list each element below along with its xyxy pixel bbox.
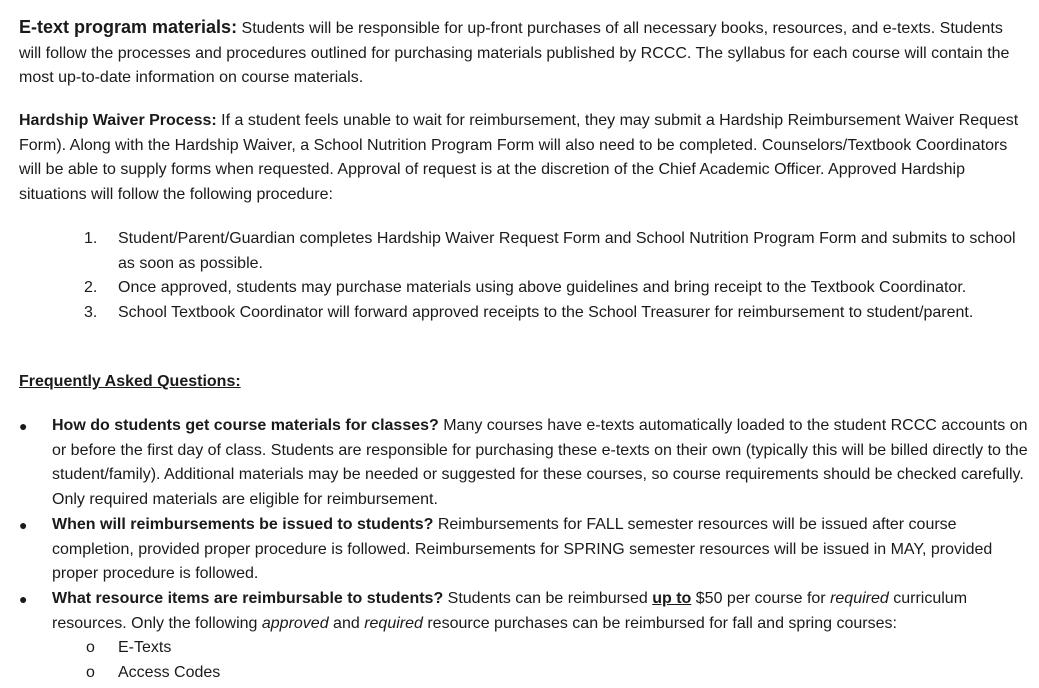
faq-answer-part: resource purchases can be reimbursed for fall and spring courses:	[422, 614, 897, 632]
hardship-paragraph	[19, 109, 1024, 208]
step-text: Once approved, students may purchase materials using above guidelines and bring receipt to the Textbook Coordinator.	[118, 279, 967, 297]
faq-answer-emphasis: up to	[652, 589, 692, 607]
step-number: 3.	[84, 304, 98, 322]
etext-paragraph	[19, 15, 1024, 91]
faq-answer: Many courses have e-texts automatically loaded to the student RCCC accounts on or before the first day of class. Students are responsible for purchasing these e-texts on their own (typically this will be billed directly to the student/family). Additional materials may be needed or suggested for these courses, so course requirements should be checked carefully. Only required materials are eligible for reimbursement.	[52, 417, 1028, 509]
faq-answer-emphasis: approved	[261, 614, 329, 632]
faq-answer-part: $50 per course for	[691, 589, 831, 607]
list-item	[0, 301, 1030, 326]
faq-question: How do students get course materials for classes?	[52, 417, 439, 434]
bullet-icon: ●	[19, 516, 28, 533]
faq-question: What resource items are reimbursable to students?	[52, 589, 444, 607]
reimbursable-item: Access Codes	[118, 664, 221, 682]
step-number: 2.	[84, 279, 98, 297]
step-number: 1.	[84, 230, 98, 247]
reimbursable-items-list	[52, 636, 1030, 685]
faq-answer-emphasis: required	[830, 589, 889, 607]
faq-answer-emphasis: required	[364, 614, 423, 632]
bullet-icon: ●	[19, 418, 28, 434]
list-item	[0, 636, 1030, 661]
list-item	[0, 661, 1030, 686]
faq-item	[0, 513, 1030, 587]
list-item	[0, 227, 1030, 276]
faq-answer: Reimbursements for FALL semester resources will be issued after course completion, provided proper procedure is followed. Reimbursements for SPRING semester resources will be issued in MAY, provided proper procedure is followed.	[52, 515, 993, 583]
faq-item	[0, 414, 1030, 513]
reimbursable-item: E-Texts	[118, 639, 172, 657]
faq-item	[0, 587, 1030, 686]
faq-list	[0, 414, 1030, 686]
step-text: Student/Parent/Guardian completes Hardship Waiver Request Form and School Nutrition Program Form and submits to school as soon as possible.	[118, 230, 1016, 272]
hardship-text: If a student feels unable to wait for reimbursement, they may submit a Hardship Reimbursement Waiver Request Form). Along with the Hardship Waiver, a School Nutrition Program Form will also need to be completed. Counselors/Textbook Coordinators will be able to supply forms when requested. Approval of request is at the discretion of the Chief Academic Officer. Approved Hardship situations will follow the following procedure:	[19, 112, 1019, 204]
etext-text: Students will be responsible for up-front purchases of all necessary books, resources, and e-texts. Students will follow the processes and procedures outlined for purchasing materials published by RCCC. The syllabus for each course will contain the most up-to-date information on course materials.	[19, 20, 1010, 87]
circle-bullet-icon: o	[86, 639, 95, 657]
faq-heading: Frequently Asked Questions:	[19, 373, 241, 390]
faq-answer-part: Students can be reimbursed	[443, 589, 653, 607]
hardship-steps-list	[0, 227, 1030, 326]
hardship-heading: Hardship Waiver Process:	[19, 112, 217, 129]
list-item	[0, 276, 1030, 301]
faq-question: When will reimbursements be issued to students?	[52, 515, 434, 533]
circle-bullet-icon: o	[86, 664, 95, 682]
faq-answer-part: curriculum resources. Only the following	[52, 589, 968, 632]
bullet-icon: ●	[19, 590, 28, 607]
etext-heading: E-text program materials:	[19, 17, 238, 37]
faq-answer-part: and	[328, 614, 365, 632]
step-text: School Textbook Coordinator will forward approved receipts to the School Treasurer for reimbursement to student/parent.	[118, 304, 974, 322]
